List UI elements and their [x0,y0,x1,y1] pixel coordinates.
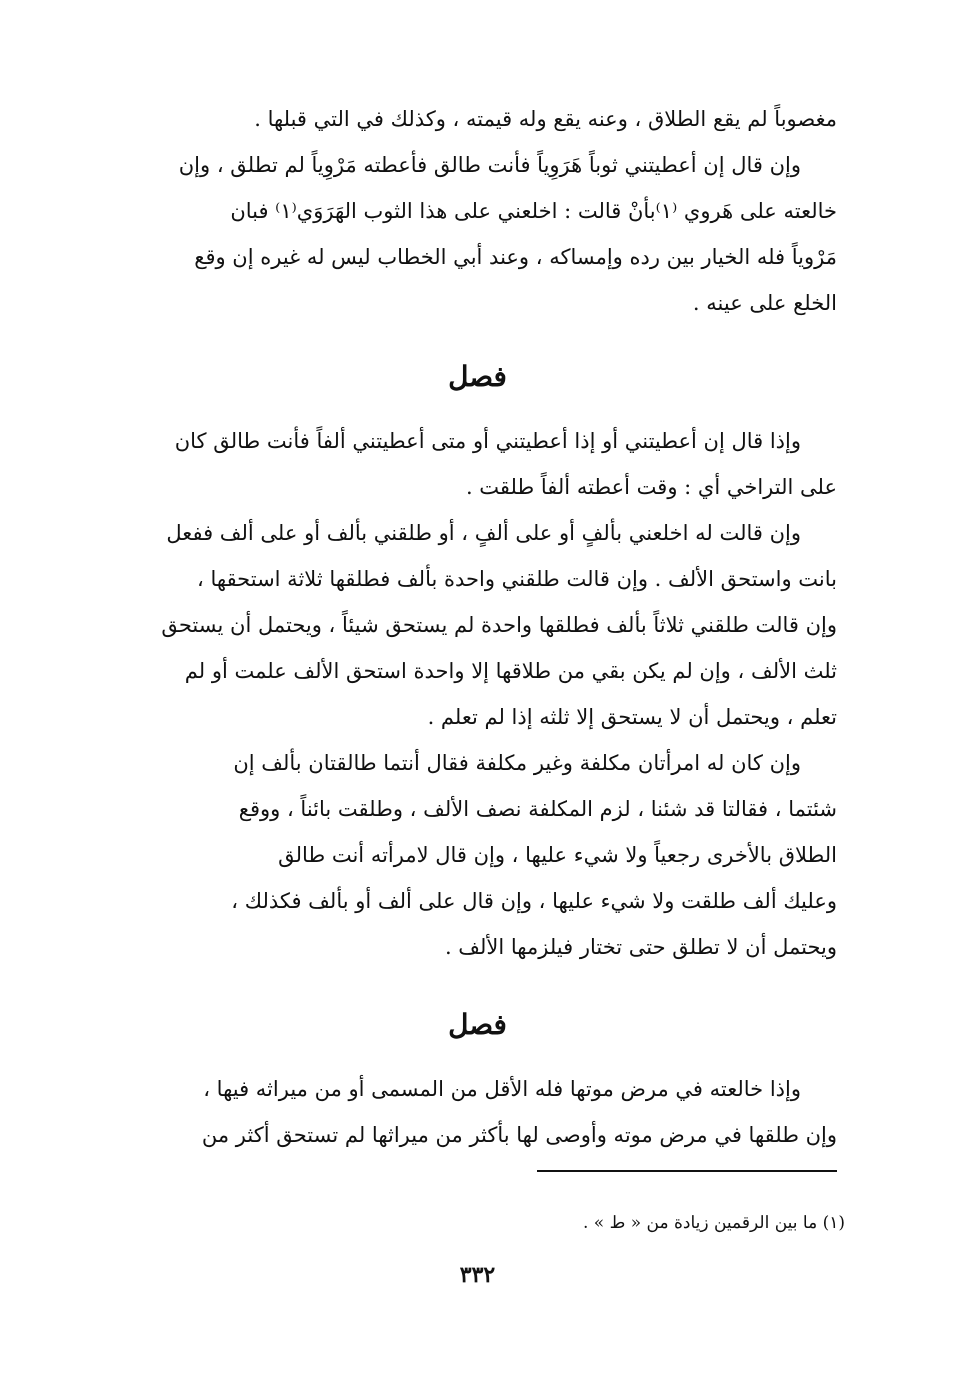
intro-paragraphs [117,96,837,326]
section-heading: فصل [448,1008,507,1041]
text-line: وعليك ألف طلقت ولا شيء عليها ، وإن قال على ألف أو بألف فكذلك ، [231,889,837,913]
text-line: وإذا قال إن أعطيتني أو إذا أعطيتني أو متى أعطيتني ألفاً فأنت طالق كان [174,429,801,453]
text-line: ويحتمل أن لا تطلق حتى تختار فيلزمها الألف . [444,935,837,959]
text-line: على التراخي أي : وقت أعطته ألفاً طلقت . [465,475,837,499]
section-heading: فصل [448,360,507,393]
text-line: وإن قال إن أعطيتني ثوباً هَرَوِياً فأنت طالق فأعطته مَرْوِياً لم تطلق ، وإن [178,153,801,177]
footnote: (١) ما بين الرقمين زيادة من « ط » . [582,1213,845,1233]
text-line: مَرْوياً فله الخيار بين رده وإمساكه ، وعند أبي الخطاب ليس له غيره إن وقع [194,245,837,269]
section-1-paragraphs [117,418,837,970]
text-line: مغصوباً لم يقع الطلاق ، وعنه يقع وله قيمته ، وكذلك في التي قبلها . [254,107,837,131]
text-line: وإن طلقها في مرض موته وأوصى لها بأكثر من ميراثها لم تستحق أكثر من [201,1123,837,1147]
footnote-rule [537,1170,837,1172]
text-line: الخلع على عينه . [692,291,837,315]
text-line: الطلاق بالأخرى رجعياً ولا شيء عليها ، وإن قال لامرأته أنت طالق [278,843,837,867]
section-2-paragraphs [117,1066,837,1158]
page-number: ٣٣٢ [459,1262,496,1288]
text-line: وإن قالت طلقني ثلاثاً بألف فطلقها واحدة لم يستحق شيئاً ، ويحتمل أن يستحق [161,613,837,637]
text-line: تعلم ، ويحتمل أن لا يستحق إلا ثلثه إذا لم تعلم . [427,705,837,729]
text-line: وإن قالت له اخلعني بألفٍ أو على ألفٍ ، أو طلقني بألف أو على ألف ففعل [166,521,801,545]
text-line: شئتما ، فقالتا قد شئنا ، لزم المكلفة نصف الألف ، وطلقت بائناً ، ووقع [238,797,837,821]
text-line: بانت واستحق الألف . وإن قالت طلقني واحدة بألف فطلقها ثلاثة استحقها ، [197,567,837,591]
text-line: وإن كان له امرأتان مكلفة وغير مكلفة فقال أنتما طالقتان بألف إن [233,751,801,775]
text-line: ثلث الألف ، وإن لم يكن بقي من طلاقها إلا واحدة استحق الألف علمت أو لم [184,659,837,683]
text-line: خالعته على هَروي ⁽١⁾بأنْ قالت : اخلعني على هذا الثوب الهَرَوَي⁽١⁾ فبان [230,199,837,223]
text-line: وإذا خالعته في مرض موتها فله الأقل من المسمى أو من ميراثه فيها ، [203,1077,801,1101]
